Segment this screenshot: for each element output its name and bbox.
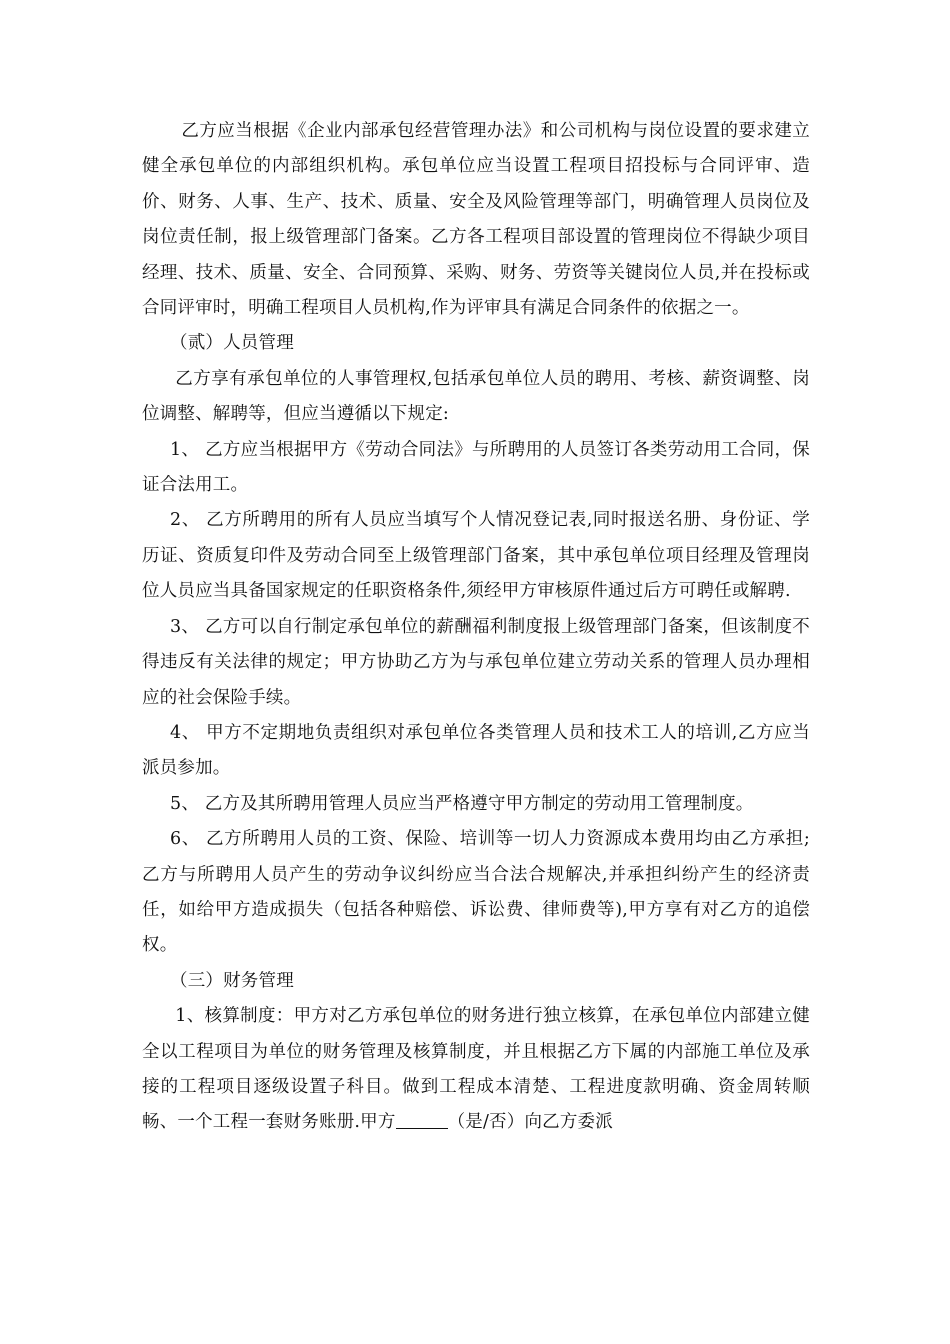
list-item-2: 2、 乙方所聘用的所有人员应当填写个人情况登记表,同时报送名册、身份证、学历证、资质复印件及劳动合同至上级管理部门备案，其中承包单位项目经理及管理岗位人员应当具备国家规定的任职资格条件,须经甲方审核原件通过后方可聘任或解聘. <box>142 510 810 602</box>
section-heading-personnel: （贰）人员管理 <box>170 333 294 354</box>
list-item-3: 3、 乙方可以自行制定承包单位的薪酬福利制度报上级管理部门备案，但该制度不得违反有关法律的规定；甲方协助乙方为与承包单位建立劳动关系的管理人员办理相应的社会保险手续。 <box>142 616 810 708</box>
paragraph-org-structure: 乙方应当根据《企业内部承包经营管理办法》和公司机构与岗位设置的要求建立健全承包单位的内部组织机构。承包单位应当设置工程项目招投标与合同评审、造价、财务、人事、生产、技术、质量、安全及风险管理等部门，明确管理人员岗位及岗位责任制，报上级管理部门备案。乙方各工程项目部设置的管理岗位不得缺少项目经理、技术、质量、安全、合同预算、采购、财务、劳资等关键岗位人员,并在投标或合同评审时，明确工程项目人员机构,作为评审具有满足合同条件的依据之一。 <box>142 121 810 319</box>
section-heading-finance: （三）财务管理 <box>170 970 294 991</box>
list-item-6: 6、 乙方所聘用人员的工资、保险、培训等一切人力资源成本费用均由乙方承担;乙方与所聘用人员产生的劳动争议纠纷应当合法合规解决,并承担纠纷产生的经济责任，如给甲方造成损失（包括各种赔偿、诉讼费、律师费等),甲方享有对乙方的追偿权。 <box>142 829 810 956</box>
list-item-4: 4、 甲方不定期地负责组织对承包单位各类管理人员和技术工人的培训,乙方应当派员参加。 <box>142 722 810 779</box>
fill-in-blank[interactable] <box>396 1111 448 1130</box>
list-item-1: 1、 乙方应当根据甲方《劳动合同法》与所聘用的人员签订各类劳动用工合同，保证合法用工。 <box>142 439 810 496</box>
list-item-5: 5、 乙方及其所聘用管理人员应当严格遵守甲方制定的劳动用工管理制度。 <box>170 793 754 814</box>
paragraph-personnel-rights: 乙方享有承包单位的人事管理权,包括承包单位人员的聘用、考核、薪资调整、岗位调整、解聘等，但应当遵循以下规定: <box>142 368 810 425</box>
accounting-text-before: 1、核算制度：甲方对乙方承包单位的财务进行独立核算，在承包单位内部建立健全以工程项目为单位的财务管理及核算制度，并且根据乙方下属的内部施工单位及承接的工程项目逐级设置子科目。做到工程成本清楚、工程进度款明确、资金周转顺畅、一个工程一套财务账册.甲方 <box>142 1006 810 1133</box>
accounting-text-after: （是/否）向乙方委派 <box>447 1112 613 1133</box>
document-body <box>142 114 810 1141</box>
paragraph-accounting-system <box>142 999 810 1141</box>
